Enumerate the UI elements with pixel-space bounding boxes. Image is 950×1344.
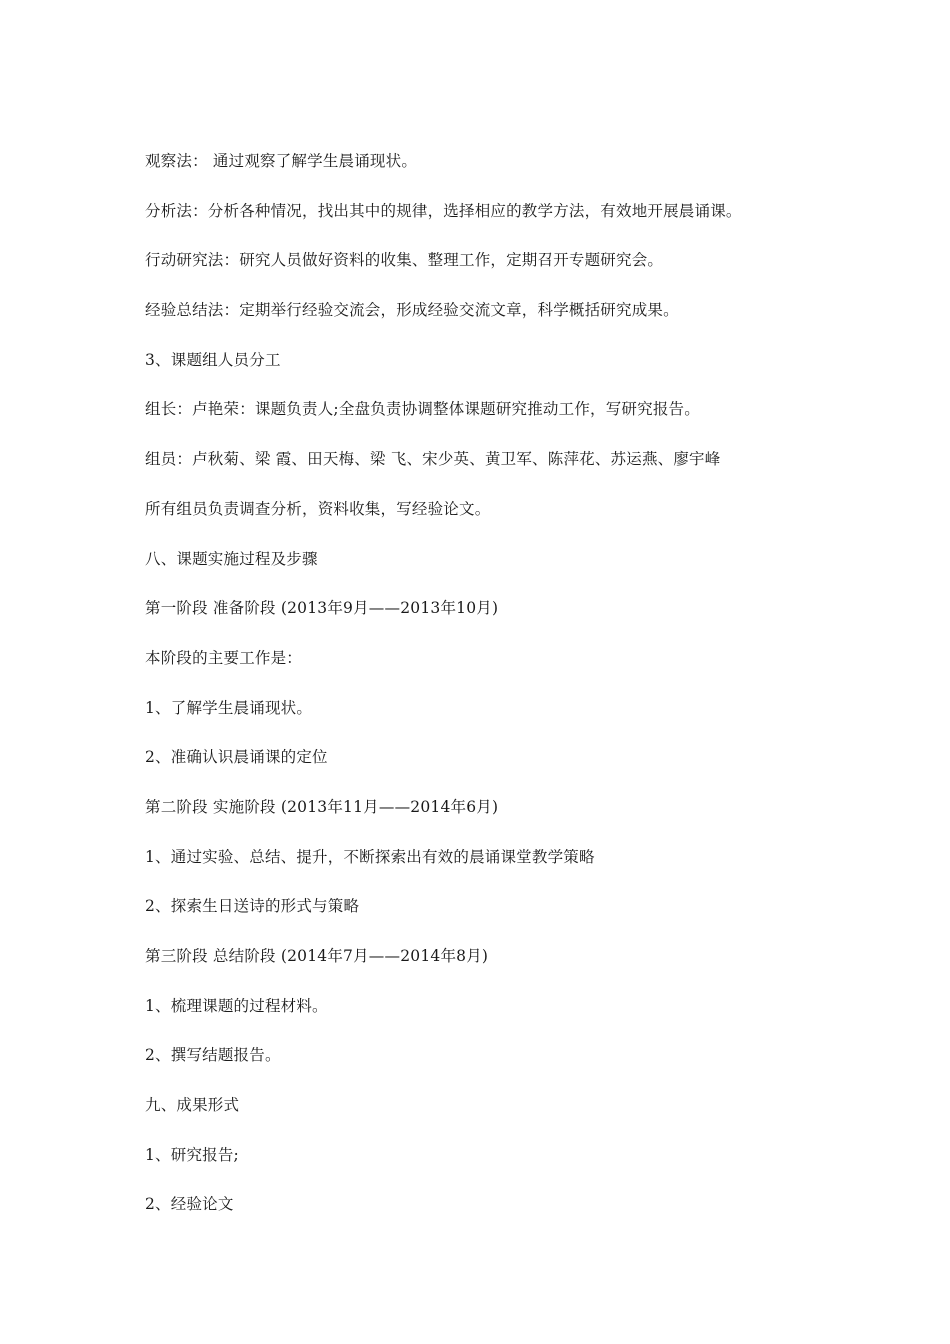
list-item-stage-three-2: 2、撰写结题报告。 (145, 1046, 281, 1065)
paragraph-team-members: 组员：卢秋菊、梁 霞、田天梅、梁 飞、宋少英、黄卫军、陈萍花、苏运燕、廖宇峰 (145, 450, 721, 469)
paragraph-experience-summary-method: 经验总结法：定期举行经验交流会，形成经验交流文章，科学概括研究成果。 (145, 301, 679, 320)
paragraph-members-duties: 所有组员负责调查分析，资料收集，写经验论文。 (145, 499, 491, 518)
list-item-stage-three-1: 1、梳理课题的过程材料。 (145, 996, 328, 1015)
paragraph-stage-one-intro: 本阶段的主要工作是： (145, 648, 303, 667)
heading-stage-three: 第三阶段 总结阶段 (2014年7月——2014年8月) (145, 947, 489, 965)
heading-stage-two: 第二阶段 实施阶段 (2013年11月——2014年6月) (145, 797, 499, 816)
list-item-outcome-1: 1、研究报告; (145, 1145, 239, 1164)
list-item-stage-one-2: 2、准确认识晨诵课的定位 (145, 748, 328, 767)
list-item-stage-two-1: 1、通过实验、总结、提升，不断探索出有效的晨诵课堂教学策略 (145, 847, 595, 866)
list-item-stage-one-1: 1、了解学生晨诵现状。 (145, 698, 313, 717)
heading-team-division: 3、课题组人员分工 (145, 350, 281, 369)
paragraph-analysis-method: 分析法：分析各种情况，找出其中的规律，选择相应的教学方法，有效地开展晨诵课。 (145, 201, 742, 220)
list-item-stage-two-2: 2、探索生日送诗的形式与策略 (145, 897, 360, 916)
paragraph-team-leader: 组长：卢艳荣：课题负责人;全盘负责协调整体课题研究推动工作，写研究报告。 (145, 400, 700, 419)
document-body (145, 146, 845, 1239)
heading-implementation-steps: 八、课题实施过程及步骤 (145, 549, 318, 568)
heading-outcome-forms: 九、成果形式 (145, 1096, 240, 1115)
paragraph-observation-method: 观察法： 通过观察了解学生晨诵现状。 (145, 152, 418, 170)
list-item-outcome-2: 2、经验论文 (145, 1195, 234, 1214)
paragraph-action-research-method: 行动研究法：研究人员做好资料的收集、整理工作，定期召开专题研究会。 (145, 251, 664, 270)
heading-stage-one: 第一阶段 准备阶段 (2013年9月——2013年10月) (145, 599, 499, 618)
